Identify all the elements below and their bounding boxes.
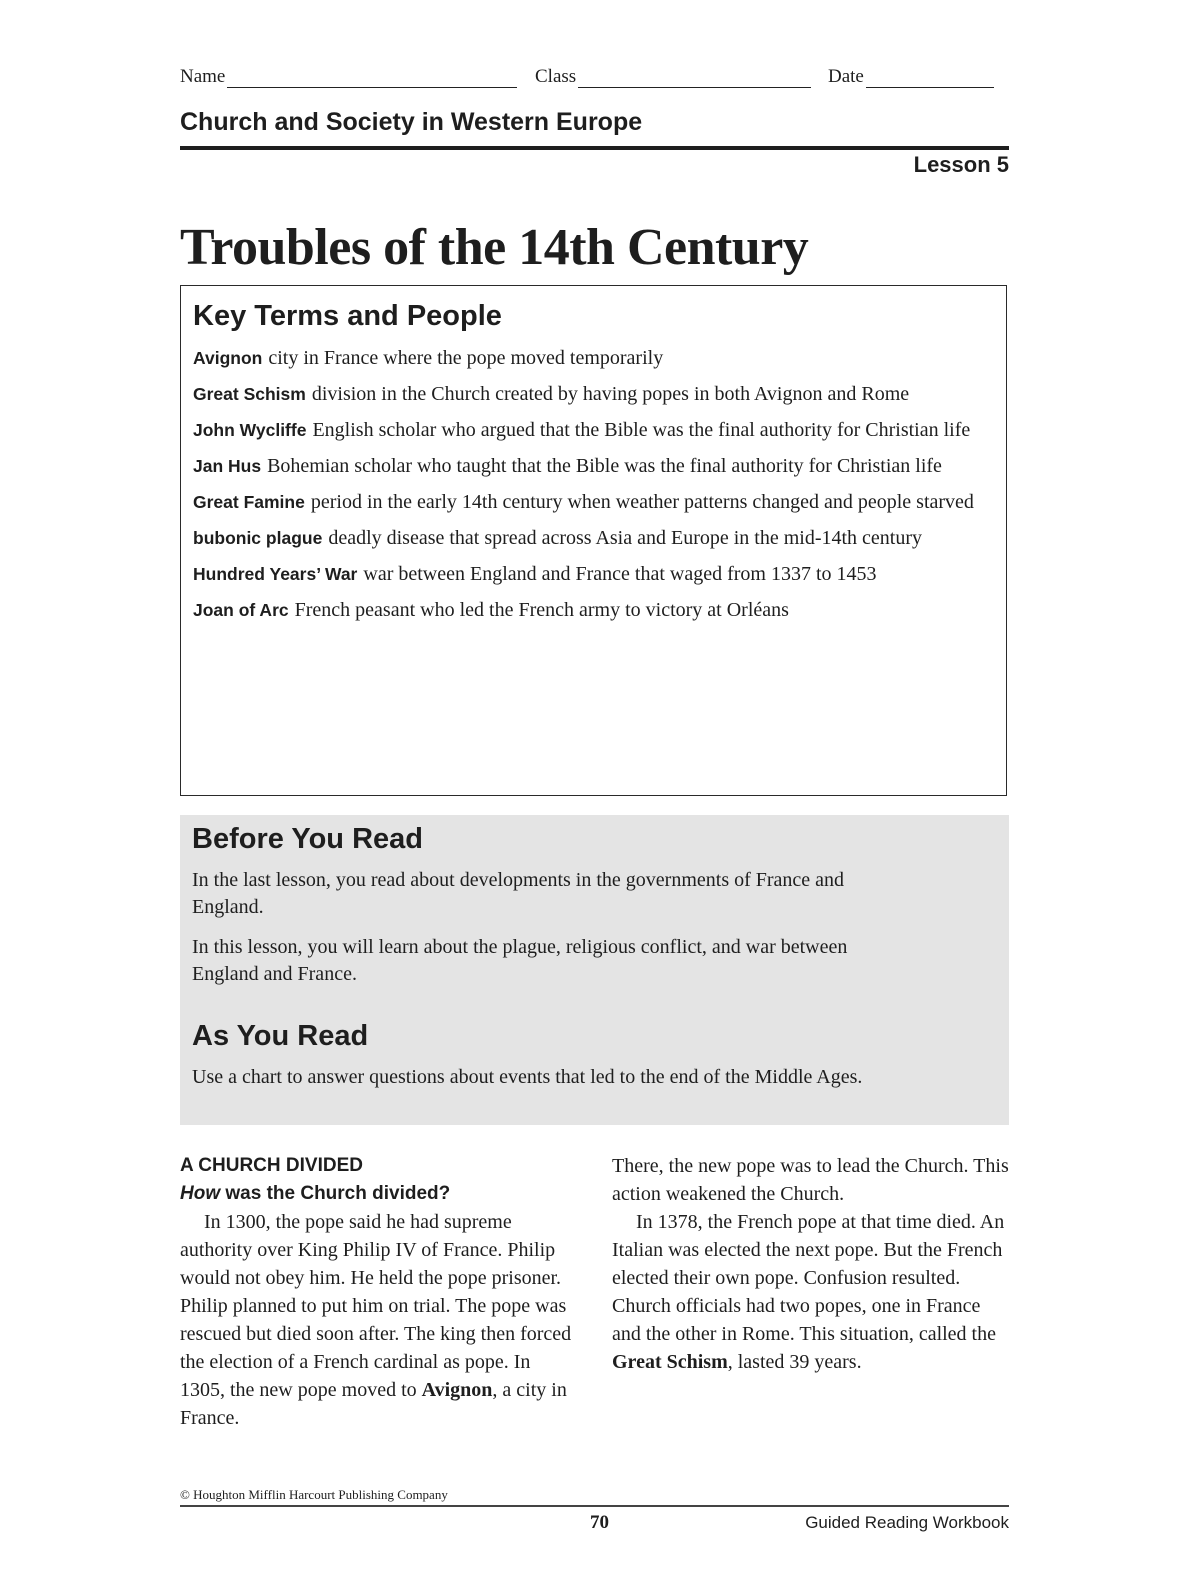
key-term-item	[193, 344, 998, 372]
class-field	[535, 66, 811, 88]
header-fields	[180, 66, 1009, 94]
section-question-text: was the Church divided?	[220, 1183, 451, 1204]
unit-title: Church and Society in Western Europe	[180, 108, 643, 136]
key-term-definition: Bohemian scholar who taught that the Bible was the final authority for Christian life	[267, 455, 942, 477]
key-term: Jan Hus	[193, 456, 262, 476]
key-term: Great Famine	[193, 492, 305, 512]
name-field	[180, 66, 517, 88]
name-label: Name	[180, 66, 226, 87]
lesson-title: Troubles of the 14th Century	[180, 219, 809, 276]
key-term-item	[193, 560, 905, 588]
key-term: bubonic plague	[193, 528, 323, 548]
key-term-item	[193, 596, 998, 624]
header-rule	[180, 146, 1009, 150]
reading-guide-box	[180, 815, 1009, 1125]
left-column	[180, 1152, 580, 1432]
class-blank	[578, 67, 811, 88]
body-text: , lasted 39 years.	[727, 1351, 862, 1373]
key-term-item	[193, 380, 998, 408]
key-terms-box	[180, 285, 1007, 796]
key-term-item	[193, 452, 995, 480]
as-you-read-paragraph: Use a chart to answer questions about events that led to the end of the Middle Ages.	[192, 1066, 863, 1088]
section-question	[180, 1180, 580, 1208]
key-term-inline: Avignon	[421, 1379, 493, 1401]
before-you-read-paragraph: In this lesson, you will learn about the plague, religious conflict, and war between England and France.	[192, 936, 848, 985]
body-paragraph: There, the new pope was to lead the Church. This action weakened the Church.	[612, 1155, 1009, 1205]
key-terms-list	[193, 344, 998, 632]
class-label: Class	[535, 66, 577, 87]
lesson-number: Lesson 5	[913, 152, 1009, 177]
section-question-emphasis: How	[180, 1183, 221, 1204]
before-you-read-heading: Before You Read	[192, 823, 423, 855]
as-you-read-heading: As You Read	[192, 1020, 369, 1052]
body-paragraph	[612, 1208, 1012, 1376]
key-term-item	[193, 488, 998, 516]
body-paragraph	[180, 1208, 580, 1432]
key-term: Hundred Years’ War	[193, 564, 358, 584]
key-term-definition: city in France where the pope moved temporarily	[268, 347, 664, 369]
body-text: In 1300, the pope said he had supreme authority over King Philip IV of France. Philip would not obey him. He held the pope prisoner. Philip planned to put him on trial. The pope was rescued but died soon after. The king then forced the election of a French cardinal as pope. In 1305, the new pope moved to	[180, 1211, 572, 1401]
footer-rule	[180, 1505, 1009, 1507]
key-term-definition: period in the early 14th century when weather patterns changed and people starved	[310, 491, 974, 513]
key-term-definition: division in the Church created by having popes in both Avignon and Rome	[311, 383, 910, 405]
before-you-read-paragraph: In the last lesson, you read about developments in the governments of France and England.	[192, 869, 845, 918]
body-text: , a city in France.	[180, 1379, 567, 1429]
workbook-title: Guided Reading Workbook	[805, 1513, 1009, 1532]
key-term: Great Schism	[193, 384, 306, 404]
key-term-definition: French peasant who led the French army to victory at Orléans	[294, 599, 789, 621]
key-term: Avignon	[193, 348, 263, 368]
key-term: John Wycliffe	[193, 420, 307, 440]
key-terms-heading: Key Terms and People	[193, 300, 502, 332]
key-term-definition: deadly disease that spread across Asia and Europe in the mid-14th century	[328, 527, 923, 549]
name-blank	[227, 67, 517, 88]
date-blank	[866, 67, 994, 88]
right-column	[612, 1152, 1012, 1376]
key-term-definition: English scholar who argued that the Bible was the final authority for Christian life	[312, 419, 971, 441]
body-text: In 1378, the French pope at that time died. An Italian was elected the next pope. But the French elected their own pope. Confusion resulted. Church officials had two popes, one in France and the other in Rome. This situation, called the	[612, 1211, 1005, 1345]
key-term-item	[193, 524, 998, 552]
date-field	[828, 66, 994, 88]
copyright: © Houghton Mifflin Harcourt Publishing Company	[180, 1487, 448, 1502]
section-heading: A CHURCH DIVIDED	[180, 1155, 363, 1176]
key-term-item	[193, 416, 985, 444]
key-term-definition: war between England and France that waged from 1337 to 1453	[363, 563, 877, 585]
page-number: 70	[590, 1512, 609, 1533]
key-term: Joan of Arc	[193, 600, 289, 620]
date-label: Date	[828, 66, 864, 87]
key-term-inline: Great Schism	[612, 1351, 728, 1373]
